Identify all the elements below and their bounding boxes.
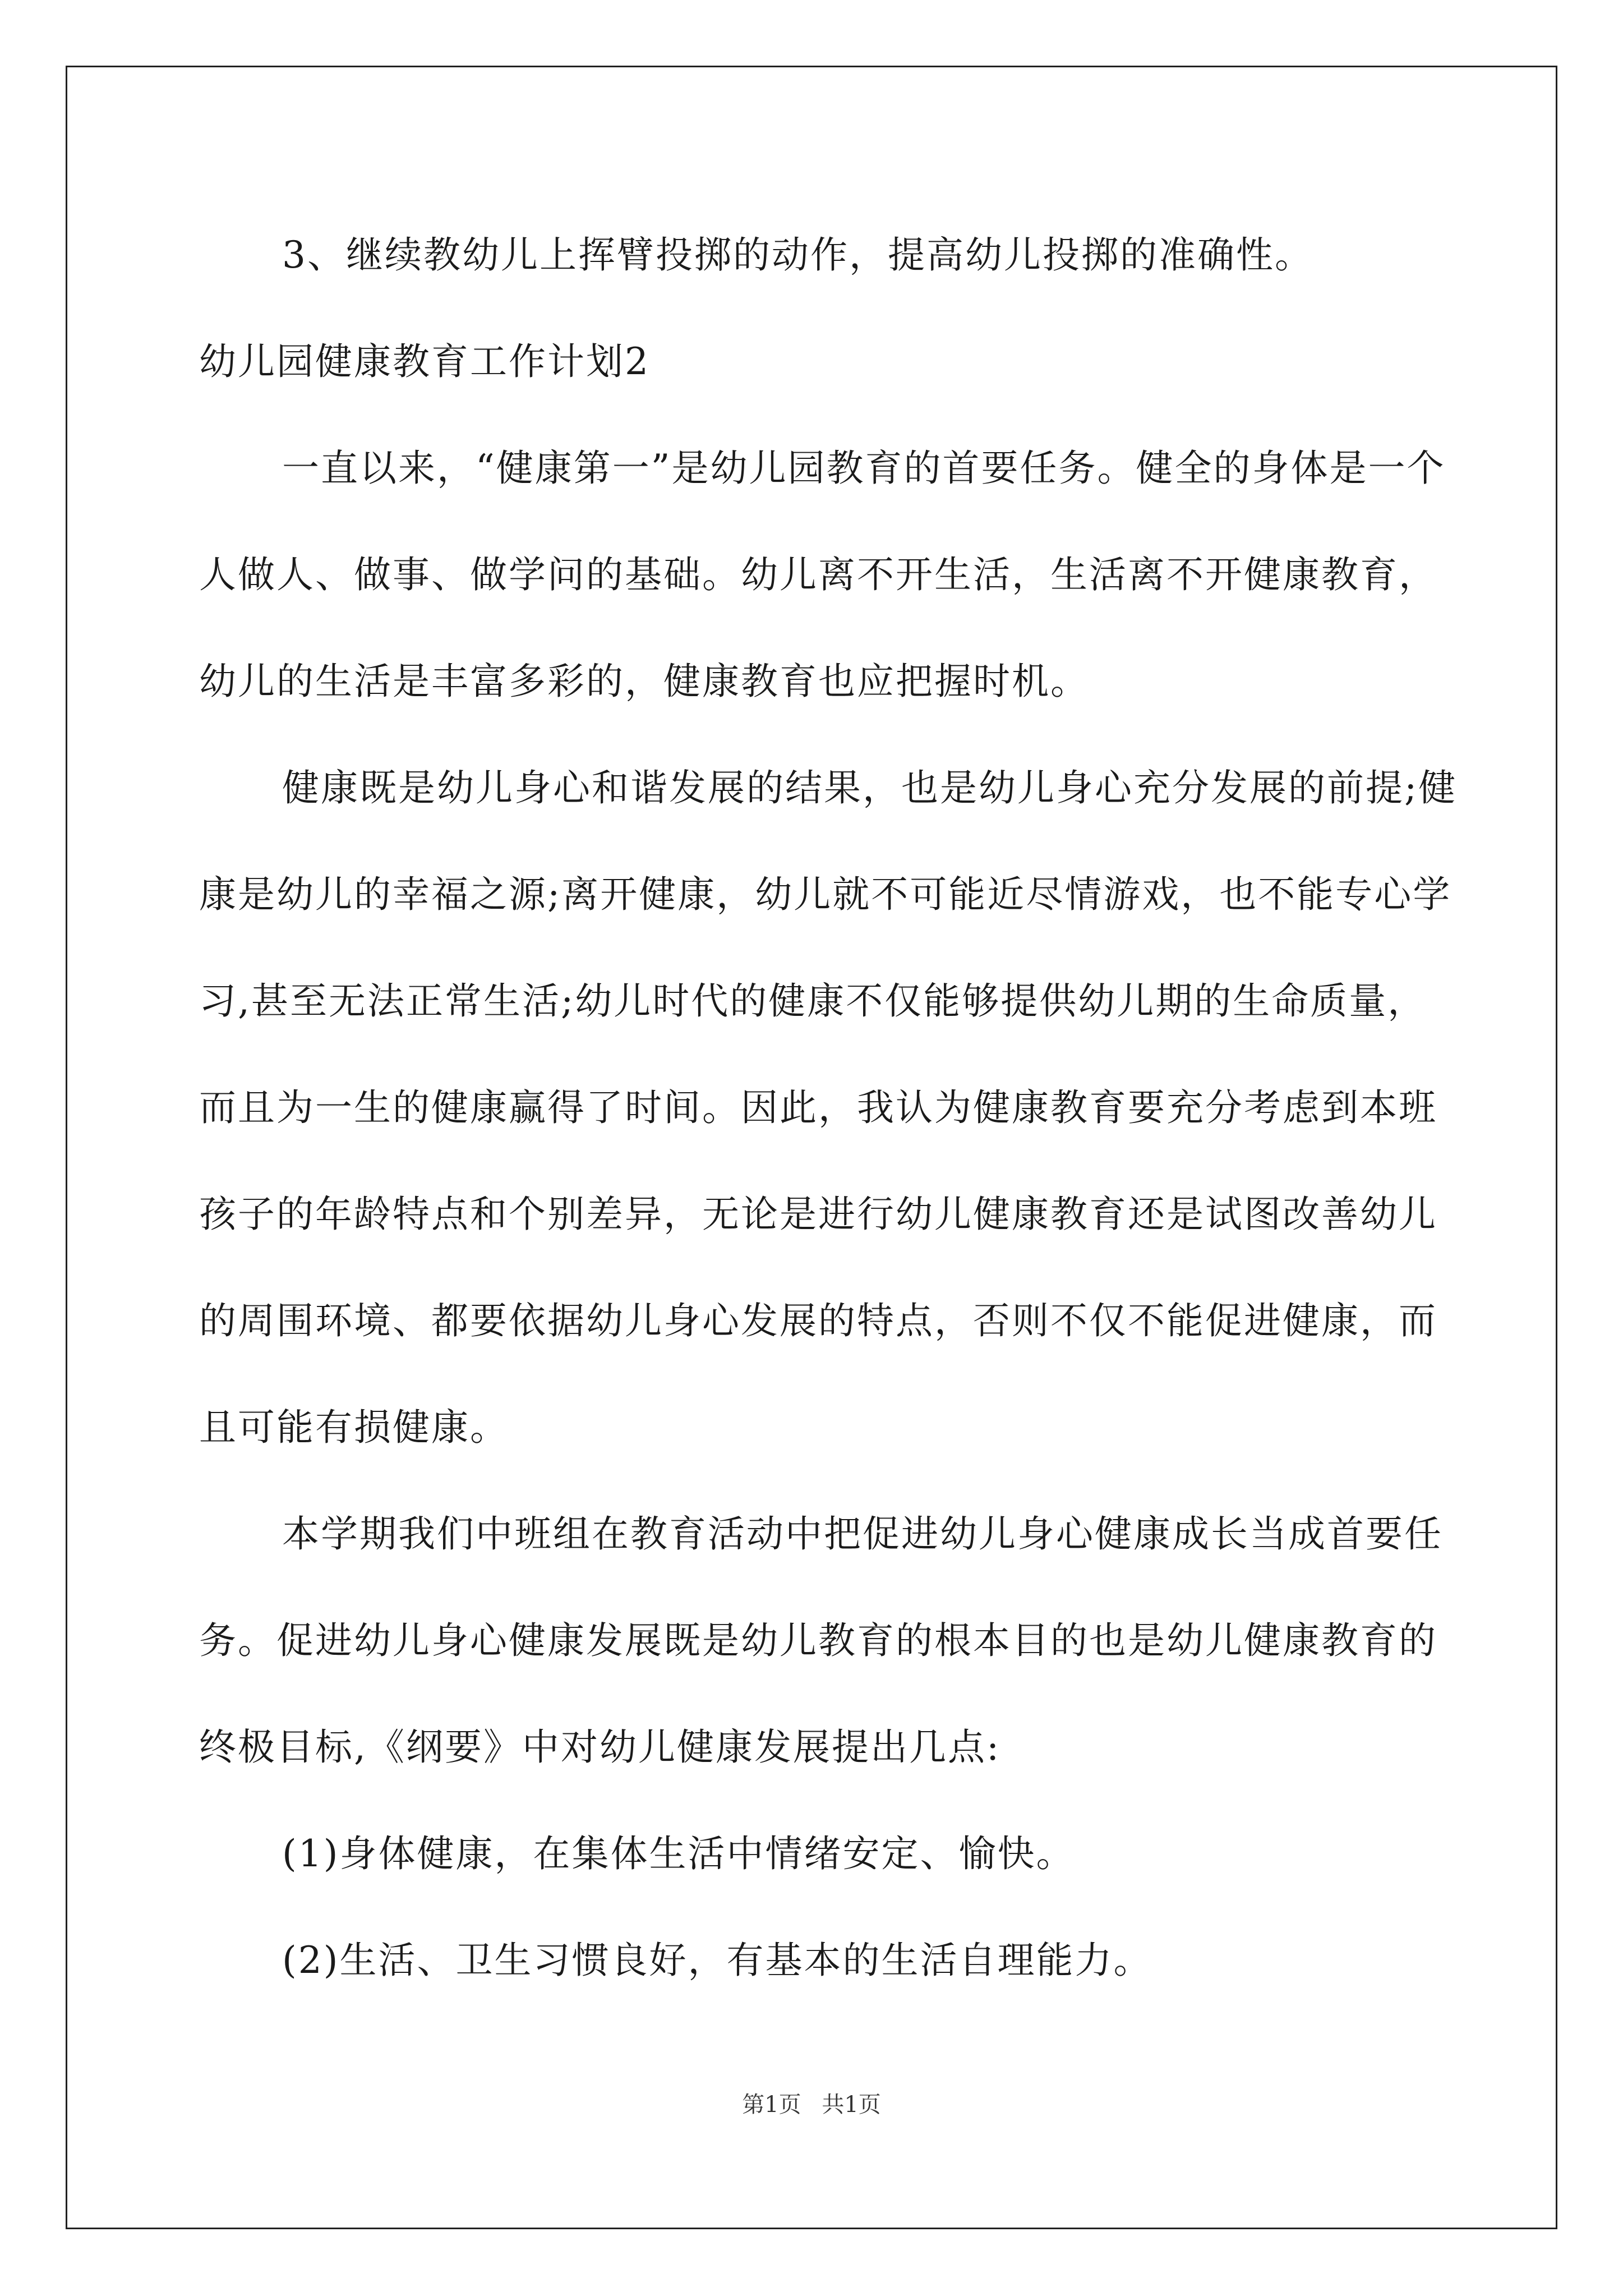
paragraph-intro: 一直以来，“健康第一”是幼儿园教育的首要任务。健全的身体是一个人做人、做事、做学问的基础。幼儿离不开生活，生活离不开健康教育，幼儿的生活是丰富多彩的，健康教育也应把握时机。 (199, 447, 1446, 703)
paragraph-semester-goal: 本学期我们中班组在教育活动中把促进幼儿身心健康成长当成首要任务。促进幼儿身心健康发展既是幼儿教育的根本目的也是幼儿健康教育的终极目标,《纲要》中对幼儿健康发展提出几点: (199, 1512, 1443, 1769)
paragraph-health-importance: 健康既是幼儿身心和谐发展的结果，也是幼儿身心充分发展的前提;健康是幼儿的幸福之源;离开健康，幼儿就不可能近尽情游戏，也不能专心学习,甚至无法正常生活;幼儿时代的健康不仅能够提供幼儿期的生命质量，而且为一生的健康赢得了时间。因此，我认为健康教育要充分考虑到本班孩子的年龄特点和个别差异，无论是进行幼儿健康教育还是试图改善幼儿的周围环境、都要依据幼儿身心发展的特点，否则不仅不能促进健康，而且可能有损健康。 (199, 766, 1458, 1449)
paragraph-item-3: 3、继续教幼儿上挥臂投掷的动作，提高幼儿投掷的准确性。 (282, 233, 1313, 277)
page-number: 第1页 (742, 2092, 801, 2118)
page-total: 共1页 (822, 2092, 881, 2118)
list-item-1: (1)身体健康，在集体生活中情绪安定、愉快。 (282, 1832, 1075, 1875)
page-footer (0, 2087, 1623, 2119)
list-item-2: (2)生活、卫生习惯良好，有基本的生活自理能力。 (282, 1939, 1152, 1982)
document-body (199, 202, 1461, 2014)
section-heading: 幼儿园健康教育工作计划2 (199, 340, 650, 383)
